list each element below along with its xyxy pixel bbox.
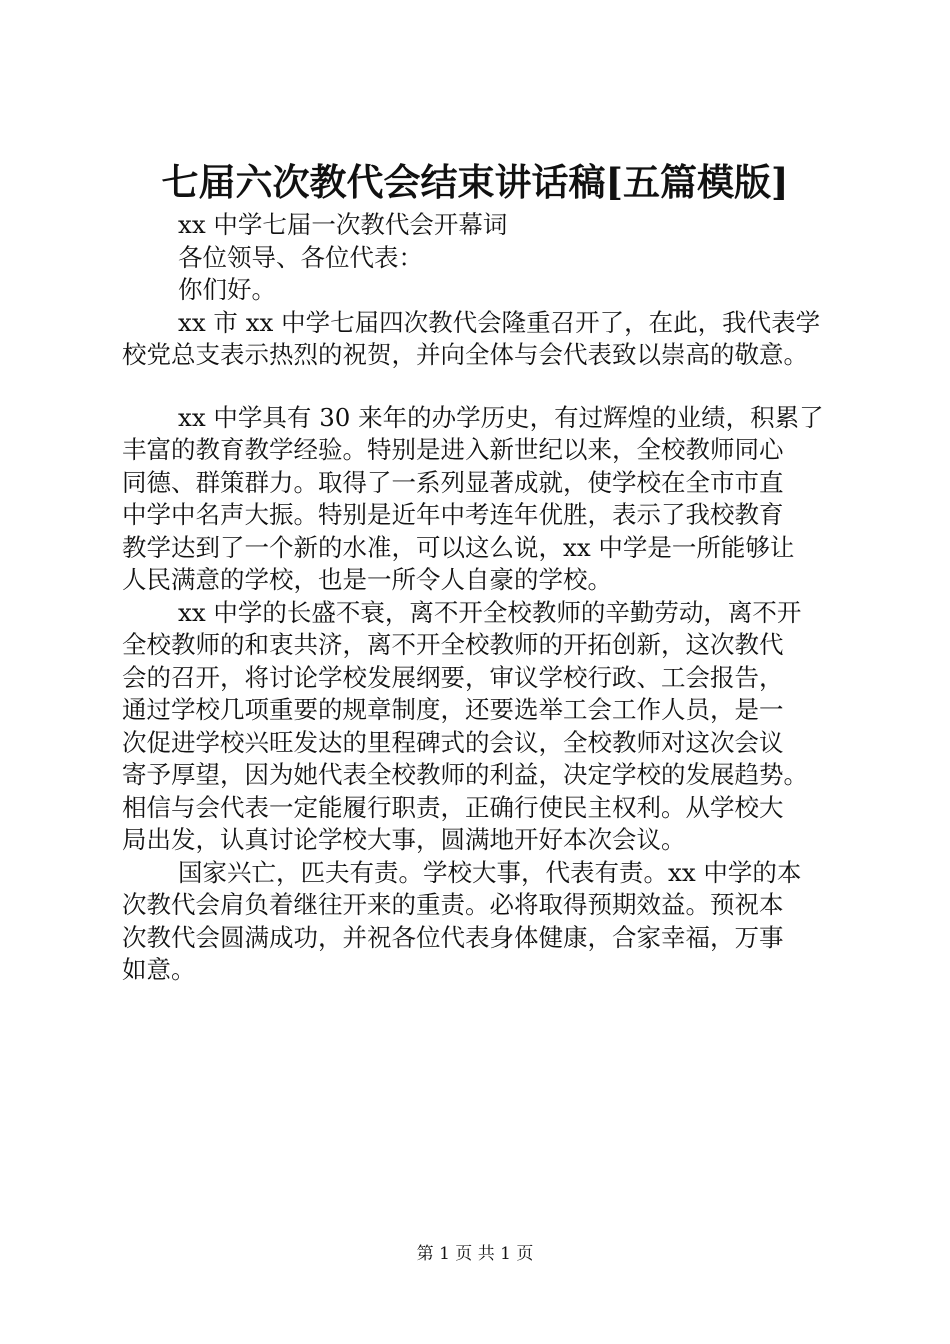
- paragraph-line: 人民满意的学校，也是一所令人自豪的学校。: [122, 565, 612, 594]
- paragraph-line: 次促进学校兴旺发达的里程碑式的会议，全校教师对这次会议: [122, 727, 784, 757]
- paragraph-line: xx 中学的长盛不衰，离不开全校教师的辛勤劳动，离不开: [178, 597, 802, 627]
- paragraph-line: 次教代会圆满成功，并祝各位代表身体健康，合家幸福，万事: [122, 922, 784, 952]
- paragraph-1: [122, 307, 834, 372]
- paragraph-line: xx 中学具有 30 来年的办学历史，有过辉煌的业绩，积累了: [178, 402, 824, 432]
- page-footer: 第 1 页 共 1 页: [416, 1244, 534, 1264]
- paragraph-line: 中学中名声大振。特别是近年中考连年优胜，表示了我校教育: [122, 500, 784, 529]
- paragraph-3: [122, 597, 834, 857]
- greeting: 你们好。: [178, 275, 276, 304]
- paragraph-line: 会的召开，将讨论学校发展纲要，审议学校行政、工会报告，: [122, 662, 784, 692]
- paragraph-line: 次教代会肩负着继往开来的重责。必将取得预期效益。预祝本: [122, 890, 784, 919]
- paragraph-line: 同德、群策群力。取得了一系列显著成就，使学校在全市市直: [122, 467, 784, 497]
- document-body: [122, 209, 834, 987]
- paragraph-line: 寄予厚望，因为她代表全校教师的利益，决定学校的发展趋势。: [122, 760, 808, 789]
- paragraph-line: 局出发，认真讨论学校大事，圆满地开好本次会议。: [122, 825, 686, 854]
- paragraph-spacer: [122, 372, 834, 402]
- paragraph-2: [122, 402, 834, 597]
- paragraph-4: [122, 857, 834, 987]
- paragraph-line: 国家兴亡，匹夫有责。学校大事，代表有责。xx 中学的本: [178, 857, 802, 887]
- paragraph-line: 教学达到了一个新的水准，可以这么说，xx 中学是一所能够让: [122, 532, 795, 562]
- paragraph-line: 全校教师的和衷共济，离不开全校教师的开拓创新，这次教代: [122, 630, 784, 659]
- paragraph-line: 通过学校几项重要的规章制度，还要选举工会工作人员，是一: [122, 695, 784, 724]
- document-title: 七届六次教代会结束讲话稿[五篇模版]: [161, 160, 789, 204]
- paragraph-line: 丰富的教育教学经验。特别是进入新世纪以来，全校教师同心: [122, 435, 784, 464]
- paragraph-line: 校党总支表示热烈的祝贺，并向全体与会代表致以崇高的敬意。: [122, 340, 808, 369]
- paragraph-line: 如意。: [122, 955, 196, 984]
- paragraph-line: 相信与会代表一定能履行职责，正确行使民主权利。从学校大: [122, 792, 784, 822]
- paragraph-line: xx 市 xx 中学七届四次教代会隆重召开了，在此，我代表学: [178, 307, 821, 337]
- salutation: 各位领导、各位代表：: [178, 242, 423, 272]
- speech-heading: xx 中学七届一次教代会开幕词: [178, 210, 508, 239]
